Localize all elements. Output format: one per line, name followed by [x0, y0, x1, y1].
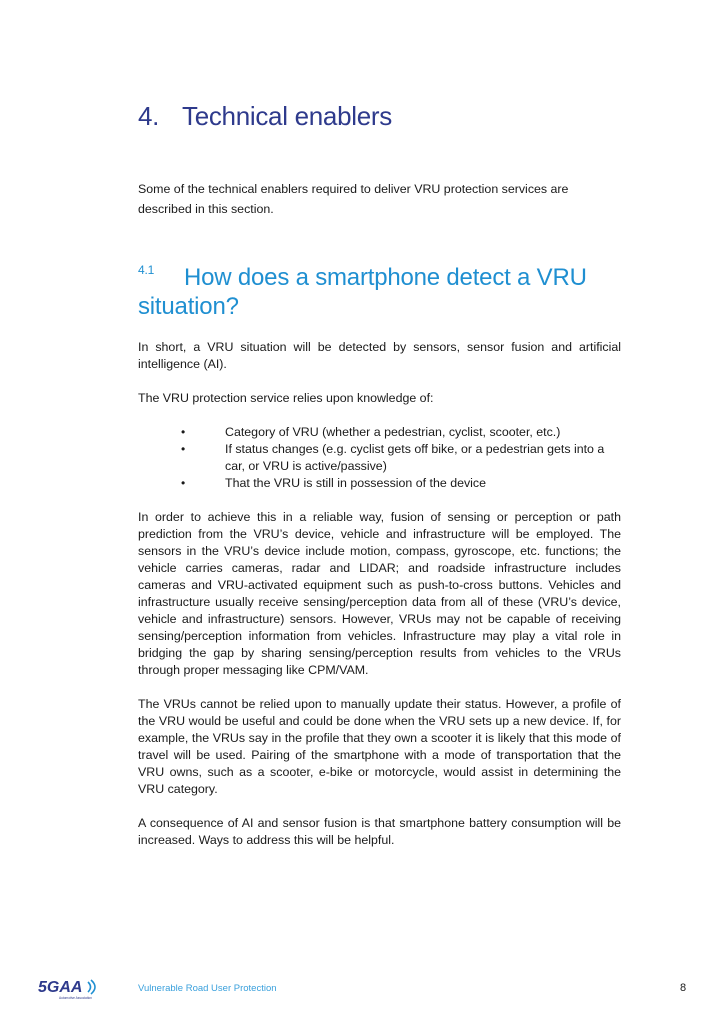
5gaa-logo-icon [38, 977, 104, 1001]
paragraph-summary: In short, a VRU situation will be detected by sensors, sensor fusion and artificial intelligence (AI). [138, 340, 621, 371]
section-heading [138, 96, 621, 136]
section-number: 4. [138, 101, 160, 131]
knowledge-list [138, 424, 621, 492]
page-content [138, 96, 621, 849]
paragraph-battery: A consequence of AI and sensor fusion is that smartphone battery consumption will be increased. Ways to address this will be helpful. [138, 816, 621, 847]
list-item-text: If status changes (e.g. cyclist gets off bike, or a pedestrian gets into a car, or VRU is active/passive) [225, 442, 605, 473]
subsection-number: 4.1 [138, 263, 155, 277]
page-footer [0, 975, 724, 1005]
list-item [138, 441, 621, 475]
logo-text: 5GAA [38, 979, 83, 996]
bullet-icon: • [181, 425, 186, 439]
paragraph-knowledge-intro: The VRU protection service relies upon knowledge of: [138, 391, 434, 405]
section-title: Technical enablers [182, 101, 392, 131]
list-item-text: That the VRU is still in possession of the device [225, 476, 487, 490]
bullet-icon: • [181, 476, 186, 490]
paragraph-sensor-fusion: In order to achieve this in a reliable way, fusion of sensing or perception or path prediction from the VRU’s device, vehicle and infrastructure will be employed. The sensors in the VRU’s device include motion, compass, gyroscope, etc. functions; the vehicle carries cameras, radar and LIDAR; and roadside infrastructure includes cameras and VRU-activated equipment such as push-to-cross buttons. Vehicles and infrastructure usually receive sensing/perception data from all of these (VRU’s device, vehicle and infrastructure) sensors. However, VRUs may not be capable of receiving sensing/perception information from vehicles. Infrastructure may play a vital role in bridging the gap by sharing sensing/perception results from vehicles to the VRUs through proper messaging like CPM/VAM. [138, 510, 621, 677]
subsection-title: How does a smartphone detect a VRU situation? [138, 264, 587, 320]
footer-title: Vulnerable Road User Protection [138, 983, 277, 994]
bullet-icon: • [181, 442, 186, 456]
subsection-heading [138, 256, 621, 321]
list-item-text: Category of VRU (whether a pedestrian, cyclist, scooter, etc.) [225, 425, 561, 439]
section-intro: Some of the technical enablers required to deliver VRU protection services are described in this section. [138, 182, 569, 216]
logo-tagline: Automotive Association [59, 996, 92, 1000]
list-item [138, 424, 621, 441]
list-item [138, 475, 621, 492]
page-number: 8 [680, 982, 687, 994]
paragraph-vru-profile: The VRUs cannot be relied upon to manually update their status. However, a profile of the VRU would be useful and could be done when the VRU sets up a new device. If, for example, the VRUs say in the profile that they own a scooter it is likely that this mode of travel will be used. Pairing of the smartphone with a mode of transportation that the VRU owns, such as a scooter, e-bike or motorcycle, would assist in determining the VRU category. [138, 697, 621, 796]
